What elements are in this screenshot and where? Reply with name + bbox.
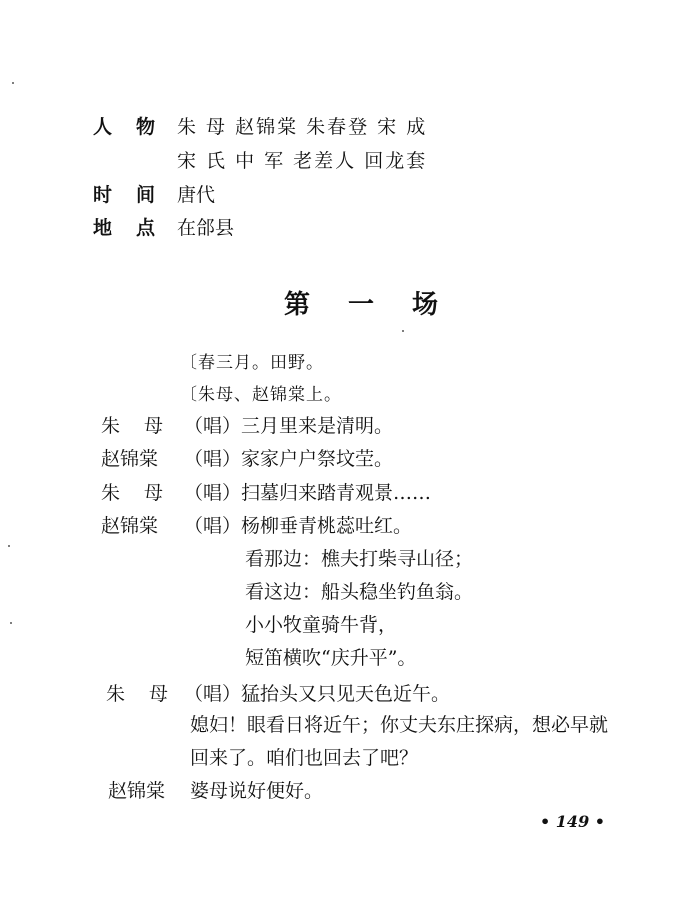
- verse-line: 看这边：船头稳坐钓鱼翁。: [245, 581, 474, 603]
- characters-line-2: 宋 氏 中 军 老差人 回龙套: [177, 150, 428, 172]
- speaker: 朱母: [106, 683, 193, 705]
- characters-line-1: 朱 母 赵锦棠 朱春登 宋 成: [177, 116, 428, 138]
- line-text: （唱）三月里来是清明。: [184, 415, 394, 437]
- stage-direction: 〔朱母、赵锦棠上。: [180, 385, 342, 405]
- scan-speck: [12, 82, 14, 84]
- speaker: 朱母: [101, 482, 188, 504]
- verse-line: 看那边：樵夫打柴寻山径；: [245, 548, 474, 570]
- scene-title: 第一场: [284, 290, 477, 320]
- prose-line: 回来了。咱们也回去了吧？: [190, 747, 419, 769]
- line-text: （唱）杨柳垂青桃蕊吐红。: [184, 515, 413, 537]
- time-label: 时间: [93, 184, 180, 206]
- verse-line: 小小牧童骑牛背，: [245, 614, 398, 636]
- scan-speck: [10, 622, 12, 624]
- characters-label: 人物: [93, 116, 180, 138]
- time-value: 唐代: [177, 184, 216, 206]
- line-text: （唱）家家户户祭坟茔。: [184, 448, 394, 470]
- line-text: 婆母说好便好。: [190, 780, 324, 802]
- place-value: 在郃县: [177, 217, 235, 239]
- line-text: （唱）扫墓归来踏青观景……: [184, 482, 432, 504]
- scan-speck: [402, 330, 404, 332]
- speaker: 朱母: [101, 415, 188, 437]
- line-text: （唱）猛抬头又只见天色近午。: [184, 683, 451, 705]
- speaker: 赵锦棠: [108, 780, 166, 802]
- page-number: • 149 •: [540, 812, 605, 831]
- scan-speck: [8, 545, 10, 547]
- stage-direction: 〔春三月。田野。: [180, 353, 324, 373]
- speaker: 赵锦棠: [101, 515, 159, 537]
- prose-line: 媳妇！眼看日将近午；你丈夫东庄探病，想必早就: [190, 714, 609, 736]
- speaker: 赵锦棠: [101, 448, 159, 470]
- place-label: 地点: [93, 217, 180, 239]
- verse-line: 短笛横吹“庆升平”。: [245, 647, 417, 669]
